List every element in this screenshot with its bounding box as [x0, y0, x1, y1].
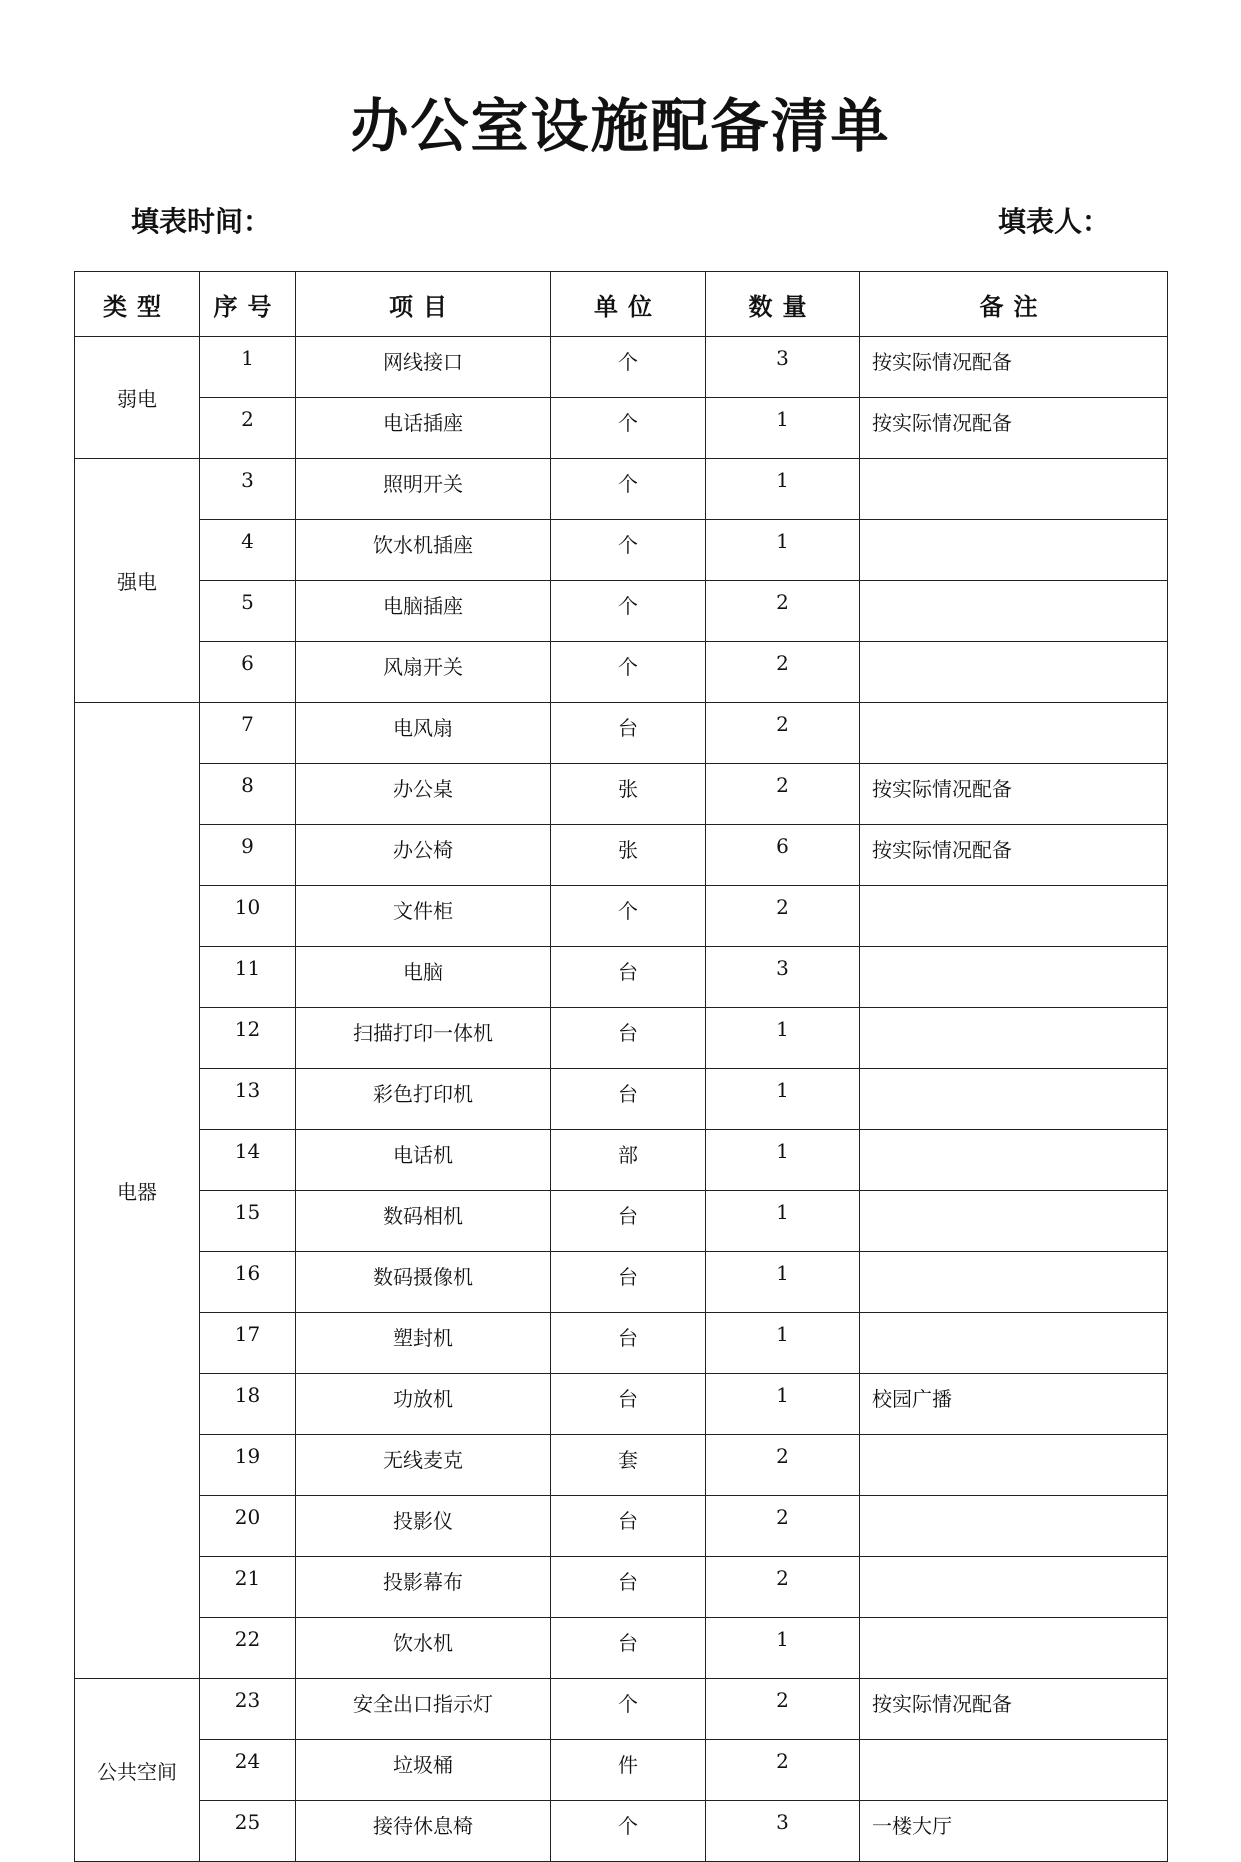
item-name-cell: 电脑	[296, 947, 551, 1008]
unit-cell: 个	[551, 886, 706, 947]
unit-cell: 台	[551, 1557, 706, 1618]
item-name-cell: 彩色打印机	[296, 1069, 551, 1130]
table-row	[75, 1801, 1168, 1862]
row-number-cell: 21	[200, 1557, 296, 1618]
unit-cell: 张	[551, 764, 706, 825]
unit-cell: 个	[551, 520, 706, 581]
item-name-cell: 办公椅	[296, 825, 551, 886]
quantity-cell: 1	[706, 398, 860, 459]
item-name-cell: 塑封机	[296, 1313, 551, 1374]
unit-cell: 个	[551, 581, 706, 642]
note-cell	[860, 1557, 1168, 1618]
row-number-cell: 7	[200, 703, 296, 764]
item-name-cell: 饮水机插座	[296, 520, 551, 581]
table-row	[75, 1191, 1168, 1252]
row-number-cell: 11	[200, 947, 296, 1008]
table-row	[75, 642, 1168, 703]
quantity-cell: 2	[706, 1740, 860, 1801]
quantity-cell: 2	[706, 886, 860, 947]
item-name-cell: 安全出口指示灯	[296, 1679, 551, 1740]
unit-cell: 台	[551, 1069, 706, 1130]
unit-cell: 台	[551, 1313, 706, 1374]
item-name-cell: 扫描打印一体机	[296, 1008, 551, 1069]
item-name-cell: 无线麦克	[296, 1435, 551, 1496]
item-name-cell: 接待休息椅	[296, 1801, 551, 1862]
header-note: 备注	[860, 272, 1168, 337]
note-cell	[860, 1496, 1168, 1557]
unit-cell: 部	[551, 1130, 706, 1191]
table-row	[75, 459, 1168, 520]
table-row	[75, 947, 1168, 1008]
item-name-cell: 功放机	[296, 1374, 551, 1435]
row-number-cell: 10	[200, 886, 296, 947]
item-name-cell: 风扇开关	[296, 642, 551, 703]
note-cell	[860, 947, 1168, 1008]
item-name-cell: 文件柜	[296, 886, 551, 947]
quantity-cell: 1	[706, 520, 860, 581]
note-cell	[860, 520, 1168, 581]
header-number: 序号	[200, 272, 296, 337]
row-number-cell: 17	[200, 1313, 296, 1374]
table-header	[75, 272, 1168, 337]
row-number-cell: 14	[200, 1130, 296, 1191]
unit-cell: 个	[551, 459, 706, 520]
unit-cell: 台	[551, 1191, 706, 1252]
table-row	[75, 1252, 1168, 1313]
header-quantity: 数量	[706, 272, 860, 337]
quantity-cell: 2	[706, 1435, 860, 1496]
table-row	[75, 1130, 1168, 1191]
unit-cell: 台	[551, 947, 706, 1008]
quantity-cell: 2	[706, 1557, 860, 1618]
table-row	[75, 1374, 1168, 1435]
quantity-cell: 2	[706, 581, 860, 642]
quantity-cell: 1	[706, 1374, 860, 1435]
item-name-cell: 电话机	[296, 1130, 551, 1191]
row-number-cell: 19	[200, 1435, 296, 1496]
item-name-cell: 网线接口	[296, 337, 551, 398]
quantity-cell: 1	[706, 1313, 860, 1374]
unit-cell: 台	[551, 1008, 706, 1069]
table-row	[75, 1313, 1168, 1374]
quantity-cell: 2	[706, 764, 860, 825]
row-number-cell: 16	[200, 1252, 296, 1313]
table-row	[75, 581, 1168, 642]
unit-cell: 台	[551, 1374, 706, 1435]
item-name-cell: 照明开关	[296, 459, 551, 520]
row-number-cell: 25	[200, 1801, 296, 1862]
quantity-cell: 1	[706, 1008, 860, 1069]
row-number-cell: 1	[200, 337, 296, 398]
unit-cell: 个	[551, 337, 706, 398]
table-row	[75, 1496, 1168, 1557]
unit-cell: 台	[551, 1252, 706, 1313]
item-name-cell: 电风扇	[296, 703, 551, 764]
note-cell	[860, 1740, 1168, 1801]
table-row	[75, 520, 1168, 581]
table-row	[75, 764, 1168, 825]
quantity-cell: 2	[706, 642, 860, 703]
row-number-cell: 23	[200, 1679, 296, 1740]
header-unit: 单位	[551, 272, 706, 337]
quantity-cell: 2	[706, 1679, 860, 1740]
header-type: 类型	[75, 272, 200, 337]
table-row	[75, 1679, 1168, 1740]
row-number-cell: 20	[200, 1496, 296, 1557]
unit-cell: 台	[551, 1618, 706, 1679]
facility-table	[74, 271, 1168, 1862]
table-row	[75, 1740, 1168, 1801]
note-cell: 按实际情况配备	[860, 1679, 1168, 1740]
item-name-cell: 办公桌	[296, 764, 551, 825]
row-number-cell: 2	[200, 398, 296, 459]
note-cell	[860, 642, 1168, 703]
unit-cell: 个	[551, 1679, 706, 1740]
table-row	[75, 1435, 1168, 1496]
row-number-cell: 12	[200, 1008, 296, 1069]
item-name-cell: 投影幕布	[296, 1557, 551, 1618]
item-name-cell: 数码摄像机	[296, 1252, 551, 1313]
row-number-cell: 22	[200, 1618, 296, 1679]
table-row	[75, 1557, 1168, 1618]
table-body	[75, 337, 1168, 1862]
quantity-cell: 2	[706, 1496, 860, 1557]
unit-cell: 台	[551, 703, 706, 764]
row-number-cell: 13	[200, 1069, 296, 1130]
type-cell: 电器	[75, 703, 200, 1679]
note-cell	[860, 1191, 1168, 1252]
note-cell: 一楼大厅	[860, 1801, 1168, 1862]
row-number-cell: 15	[200, 1191, 296, 1252]
quantity-cell: 1	[706, 1618, 860, 1679]
note-cell	[860, 459, 1168, 520]
note-cell	[860, 1435, 1168, 1496]
type-cell: 强电	[75, 459, 200, 703]
note-cell	[860, 1252, 1168, 1313]
quantity-cell: 1	[706, 1252, 860, 1313]
row-number-cell: 6	[200, 642, 296, 703]
header-row	[75, 272, 1168, 337]
row-number-cell: 8	[200, 764, 296, 825]
fill-date-label: 填表时间：	[131, 205, 272, 238]
row-number-cell: 24	[200, 1740, 296, 1801]
unit-cell: 个	[551, 398, 706, 459]
unit-cell: 张	[551, 825, 706, 886]
table-row	[75, 703, 1168, 764]
item-name-cell: 投影仪	[296, 1496, 551, 1557]
table-row	[75, 1008, 1168, 1069]
filler-label: 填表人：	[998, 205, 1111, 238]
note-cell: 按实际情况配备	[860, 825, 1168, 886]
row-number-cell: 3	[200, 459, 296, 520]
document-title: 办公室设施配备清单	[350, 92, 891, 160]
row-number-cell: 9	[200, 825, 296, 886]
note-cell	[860, 581, 1168, 642]
note-cell: 按实际情况配备	[860, 337, 1168, 398]
note-cell	[860, 1618, 1168, 1679]
table-row	[75, 337, 1168, 398]
table-row	[75, 1618, 1168, 1679]
unit-cell: 件	[551, 1740, 706, 1801]
row-number-cell: 18	[200, 1374, 296, 1435]
note-cell	[860, 1008, 1168, 1069]
header-item: 项目	[296, 272, 551, 337]
unit-cell: 个	[551, 642, 706, 703]
row-number-cell: 4	[200, 520, 296, 581]
item-name-cell: 饮水机	[296, 1618, 551, 1679]
unit-cell: 台	[551, 1496, 706, 1557]
item-name-cell: 数码相机	[296, 1191, 551, 1252]
note-cell	[860, 703, 1168, 764]
note-cell	[860, 1130, 1168, 1191]
quantity-cell: 6	[706, 825, 860, 886]
note-cell	[860, 886, 1168, 947]
note-cell: 校园广播	[860, 1374, 1168, 1435]
quantity-cell: 1	[706, 1130, 860, 1191]
quantity-cell: 3	[706, 947, 860, 1008]
quantity-cell: 1	[706, 1069, 860, 1130]
table-row	[75, 886, 1168, 947]
item-name-cell: 电话插座	[296, 398, 551, 459]
unit-cell: 套	[551, 1435, 706, 1496]
type-cell: 公共空间	[75, 1679, 200, 1862]
note-cell	[860, 1313, 1168, 1374]
item-name-cell: 电脑插座	[296, 581, 551, 642]
row-number-cell: 5	[200, 581, 296, 642]
quantity-cell: 1	[706, 1191, 860, 1252]
type-cell: 弱电	[75, 337, 200, 459]
unit-cell: 个	[551, 1801, 706, 1862]
table-row	[75, 1069, 1168, 1130]
note-cell: 按实际情况配备	[860, 398, 1168, 459]
table-row	[75, 398, 1168, 459]
table-row	[75, 825, 1168, 886]
quantity-cell: 3	[706, 1801, 860, 1862]
quantity-cell: 1	[706, 459, 860, 520]
note-cell	[860, 1069, 1168, 1130]
quantity-cell: 3	[706, 337, 860, 398]
note-cell: 按实际情况配备	[860, 764, 1168, 825]
item-name-cell: 垃圾桶	[296, 1740, 551, 1801]
quantity-cell: 2	[706, 703, 860, 764]
